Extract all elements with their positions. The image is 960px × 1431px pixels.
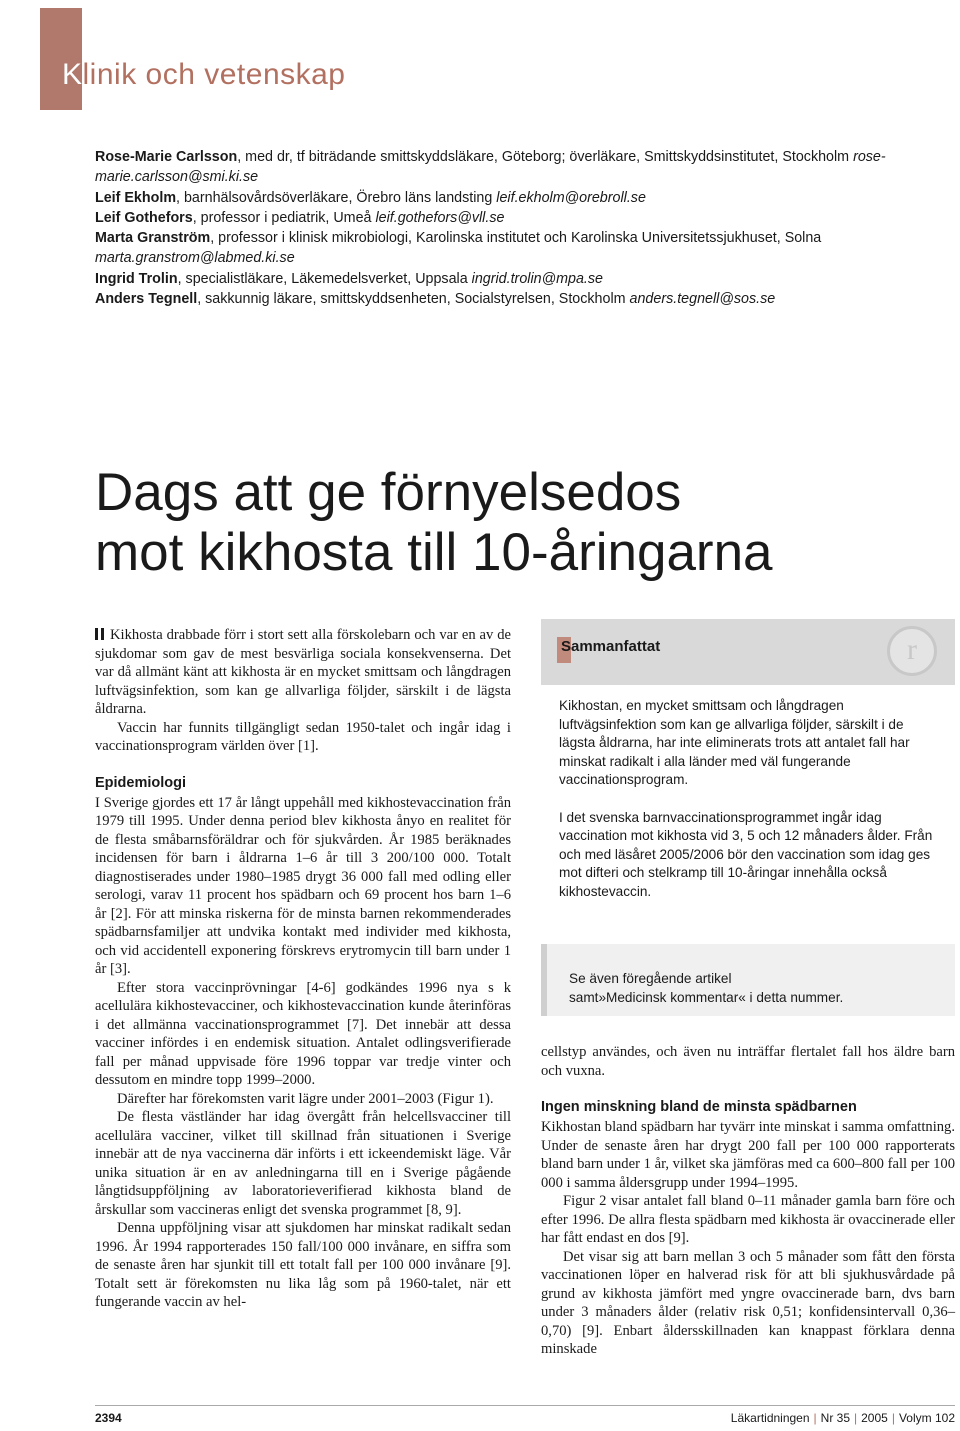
author-name: Ingrid Trolin [95,270,178,287]
author-role: , professor i klinisk mikrobiologi, Karolinska institutet och Karolinska Universitetssjukhuset, Solna [210,230,822,247]
body-column-left [95,626,511,1312]
article-title-line2: mot kikhosta till 10-åringarna [95,523,773,582]
author-name: Marta Granström [95,230,211,247]
summary-body [559,697,943,920]
journal-logo-icon [887,626,937,676]
author-role: , med dr, tf biträdande smittskyddsläkare, Göteborg; överläkare, Smittskyddsinstitutet, Stockholm [237,149,854,165]
body-paragraph: cellstyp användes, och även nu inträffar flertalet fall hos äldre barn och vuxna. [541,1044,955,1079]
body-paragraph: De flesta västländer har idag övergått från helcellsvacciner till acellulära vacciner, vilket till skillnad från situationen i Sverige innebär att de nya vaccinerna där införts i ett ickeendemiskt läge. Vår unika situation är en av anledningarna till en i Sverige pågående långtidsuppföljning av laboratorieverifierad kikhosta bland de årskullar som vaccineras enligt det svenska programmet [8, 9]. [95,1109,511,1218]
body-paragraph: I Sverige gjordes ett 17 år långt uppehåll med kikhostevaccination från 1979 till 1995. Under denna period blev kikhosta ånyo en realitet för de flesta småbarnsföräldrar och för sjukvården. År 1985 beräknades incidensen för barn i åldrarna 1–6 år till 3 200/100 000. Totalt diagnostiserades under 1980–1985 drygt 36 000 fall med odling eller serologi, varav 11 procent hos spädbarn och 69 procent hos barn 1–6 år [2]. För att minska riskerna för de minsta barnen rekommenderades spädbarnsfamiljer att undvika kontakt med individer med kikhosta, och vid accidentell exponering förskrevs erytromycin till barn under 1 år [3]. [95,794,511,977]
author-email[interactable]: anders.tegnell@sos.se [629,291,776,308]
summary-paragraph: I det svenska barnvaccinationsprogrammet ingår idag vaccination mot kikhosta vid 3, 5 och 12 månaders ålder. Från och med läsåret 2005/2006 bör den vaccination som idag ges mot difteri och stelkramp till 10-åringar innehålla också kikhostevaccin. [559,809,933,899]
body-paragraph: Figur 2 visar antalet fall bland 0–11 månader gamla barn före och efter 1996. De allra flesta spädbarn med kikhosta är ovaccinerade eller har fått endast en dos [9]. [541,1193,955,1246]
author-name: Leif Gothefors [95,209,193,226]
author-entry [95,269,925,289]
journal-name: Läkartidningen [730,1411,810,1425]
journal-info [731,1411,955,1425]
summary-title: Sammanfattat [561,638,661,655]
author-name: Leif Ekholm [95,189,177,206]
author-email[interactable]: marta.granstrom@labmed.ki.se [95,250,295,267]
author-email[interactable]: leif.gothefors@vll.se [375,209,505,226]
summary-paragraph: Kikhostan, en mycket smittsam och långdragen luftvägsinfektion som kan ge allvarliga följder, särskilt i de lägsta åldrarna, har inte eliminerats trots att antalet fall har minskat radikalt i alla länder med väl fungerande vaccinationsprogram. [559,698,910,787]
author-entry [95,289,925,309]
page-number: 2394 [95,1411,122,1425]
author-email[interactable]: leif.ekholm@orebroll.se [496,189,646,206]
author-role: , barnhälsovårdsöverläkare, Örebro läns landsting [176,189,497,206]
body-paragraph: Därefter har förekomsten varit lägre under 2001–2003 (Figur 1). [117,1090,494,1107]
section-heading: Epidemiologi [95,774,187,791]
see-also-box [541,944,955,1016]
body-paragraph: Kikhostan bland spädbarn har tyvärr inte minskat i samma omfattning. Under de senaste åren har drygt 200 fall per 100 000 rapporterats bland barn under 1 år, vilket ska jämföras med ca 600–800 fall per 100 000 i samma åldersgrupp under 1994–1995. [541,1119,955,1191]
author-role: , sakkunnig läkare, smittskyddsenheten, Socialstyrelsen, Stockholm [197,291,630,308]
separator: | [891,1411,895,1425]
article-title [95,463,935,583]
author-name: Anders Tegnell [95,291,198,308]
footer-rule [95,1405,955,1406]
see-also-text [569,970,843,1007]
body-paragraph: Efter stora vaccinprövningar [4-6] godkändes 1996 nya s k acellulära kikhostevacciner, och kikhostevaccination kunde återinföras i det allmänna vaccinationsprogrammet [7]. Det innebär att dessa vacciner infördes i en endemisk situation. Antalet odlingsverifierade fall per månad uppvisade före 1996 toppar var tredje vinter och dessutom en mindre topp 1999–2000. [95,979,511,1088]
section-header [62,58,346,92]
section-heading: Ingen minskning bland de minsta spädbarnen [541,1099,857,1115]
volume-number: Volym 102 [898,1411,955,1425]
article-title-line1: Dags att ge förnyelsedos [95,463,682,522]
journal-logo-letter: r [907,633,917,666]
author-email[interactable]: rose-marie.carlsson@smi.ki.se [95,149,886,186]
publication-year: 2005 [861,1411,888,1425]
body-paragraph: Vaccin har funnits tillgängligt sedan 1950-talet och ingår idag i vaccinationsprogram världen över [1]. [95,719,511,754]
body-paragraph: Det visar sig att barn mellan 3 och 5 månader som fått den första vaccinationen löper en halverad risk för att bli sjukhusvårdade på grund av kikhosta jämfört med yngre ovaccinerade barn, dvs barn under 3 månaders ålder (relativ risk 0,51; konfidensintervall 0,36–0,70) [9]. Enbart åldersskillnaden kan knappast förklara denna minskade [541,1248,955,1357]
author-role: , specialistläkare, Läkemedelsverket, Uppsala [177,270,472,287]
author-entry [95,188,925,208]
body-paragraph: Denna uppföljning visar att sjukdomen har minskat radikalt sedan 1996. År 1994 rapporterades 150 fall/100 000 invånare, en siffra som de senaste åren har sjunkit till ett totalt fall per 100 000 invånare [9]. Totalt sett är förekomsten nu lika låg som på 1960-talet, när ett fungerande vaccin av hel- [95,1220,511,1310]
author-entry [95,208,925,228]
summary-box [541,619,955,919]
body-paragraph [95,626,511,719]
see-also-line: Se även föregående artikel [569,971,732,986]
author-role: , professor i pediatrik, Umeå [192,209,376,226]
author-name: Rose-Marie Carlsson [95,149,238,165]
author-entry [95,228,925,269]
separator: | [854,1411,858,1425]
separator: | [813,1411,817,1425]
see-also-line: samt»Medicinsk kommentar« i detta nummer. [569,989,844,1005]
section-header-rest: linik och vetenskap [82,58,346,91]
author-entry [95,147,925,188]
author-list [95,147,925,309]
section-header-initial: K [62,58,83,91]
body-column-right [541,1043,955,1359]
paragraph-start-icon [95,628,104,640]
author-email[interactable]: ingrid.trolin@mpa.se [471,270,603,287]
summary-header [541,619,955,685]
body-paragraph-text: Kikhosta drabbade förr i stort sett alla förskolebarn och var en av de sjukdomar som gav de mest besvärliga sociala konsekvenserna. Det var då allmänt känt att kikhosta är en mycket smittsam och långdragen luftvägsinfektion, som kan ge allvarliga följder, särskilt i de lägsta åldrarna. [95,627,511,717]
issue-number: Nr 35 [820,1411,850,1425]
